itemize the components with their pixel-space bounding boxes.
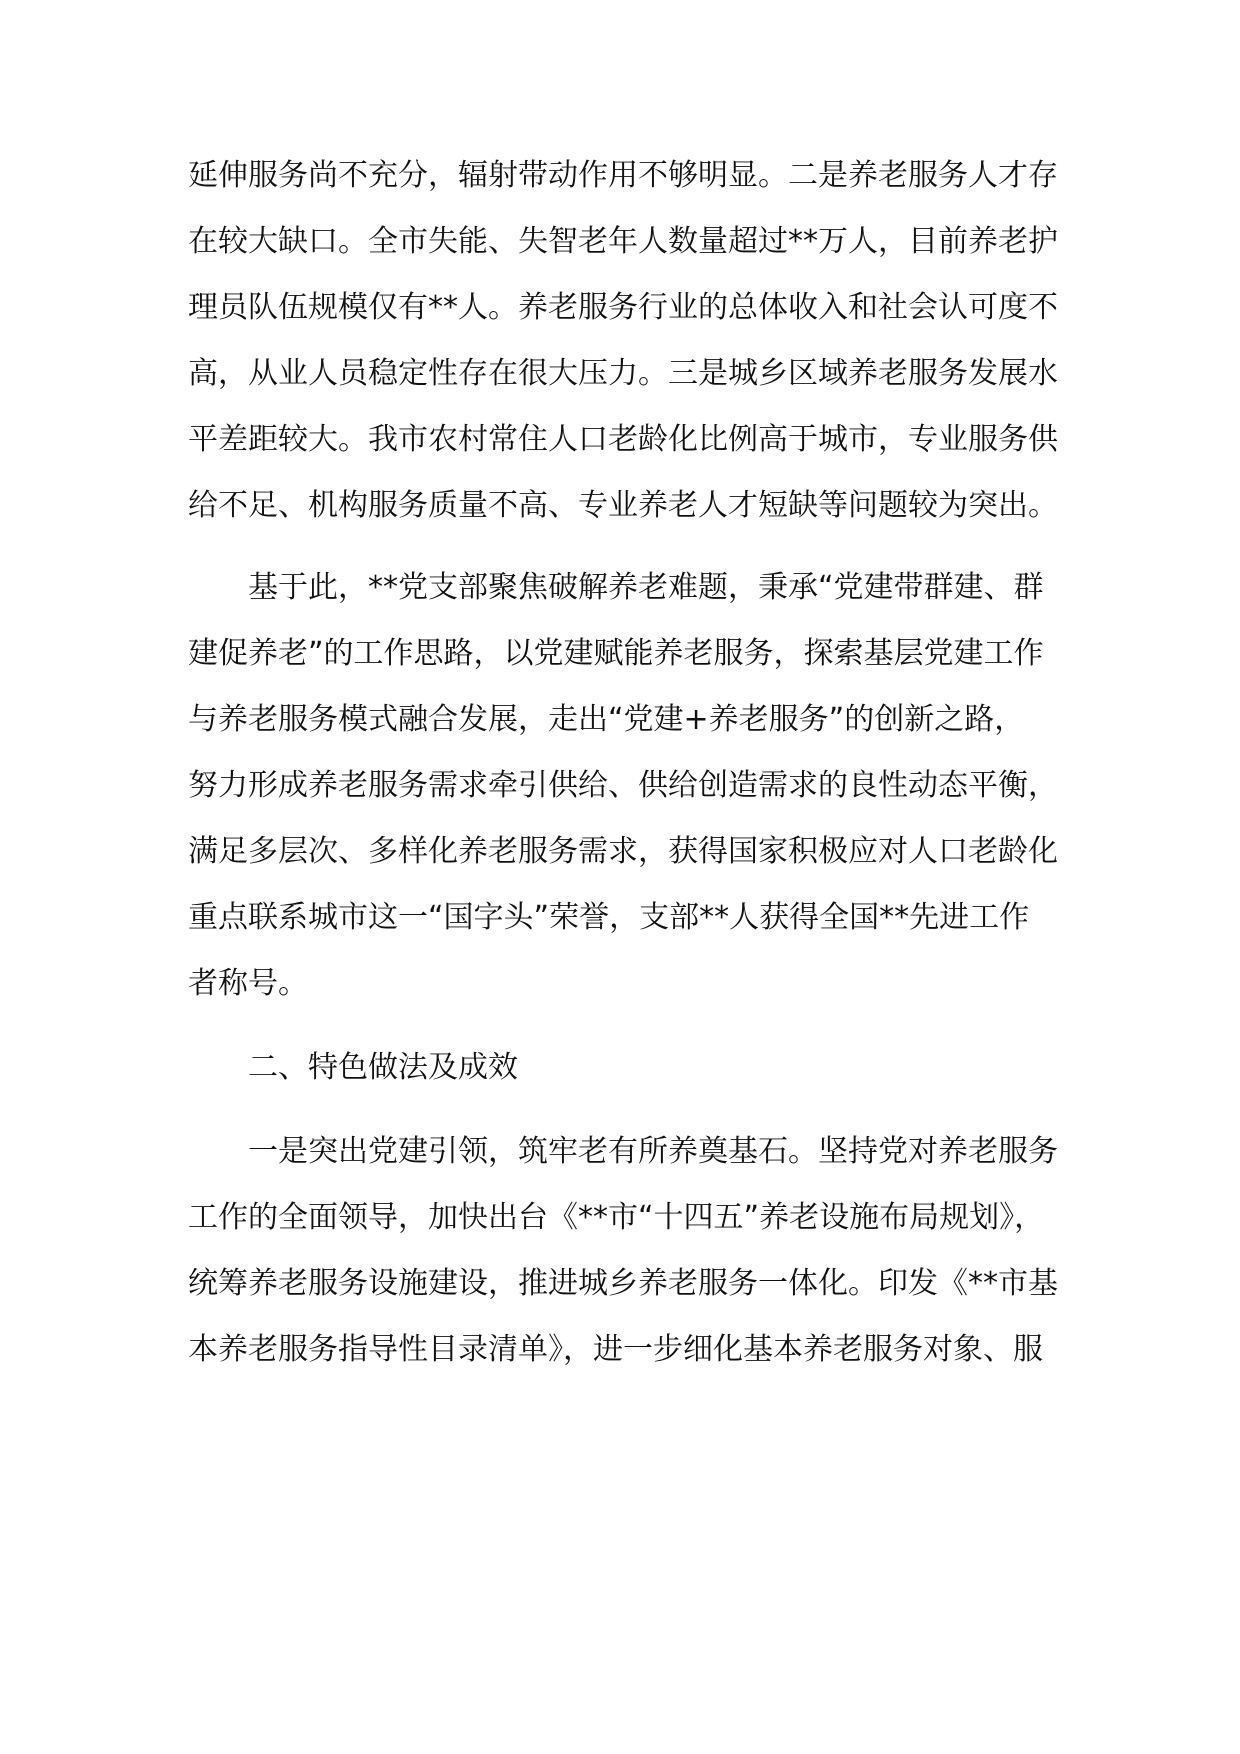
text-line: 本养老服务指导性目录清单》，进一步细化基本养老服务对象、服 xyxy=(188,1332,1043,1367)
text-line: 重点联系城市这一“国字头”荣誉，支部**人获得全国**先进工作 xyxy=(188,900,1030,935)
section-heading: 二、特色做法及成效 xyxy=(248,1050,518,1085)
text-line: 高，从业人员稳定性存在很大压力。三是城乡区域养老服务发展水 xyxy=(188,356,1058,391)
text-line: 一是突出党建引领，筑牢老有所养奠基石。坚持党对养老服务 xyxy=(248,1134,1058,1169)
text-line: 与养老服务模式融合发展，走出“党建+养老服务”的创新之路， xyxy=(188,702,1025,737)
text-line: 努力形成养老服务需求牵引供给、供给创造需求的良性动态平衡， xyxy=(188,768,1058,803)
text-line: 理员队伍规模仅有**人。养老服务行业的总体收入和社会认可度不 xyxy=(188,290,1058,325)
text-line: 平差距较大。我市农村常住人口老龄化比例高于城市，专业服务供 xyxy=(188,422,1058,457)
text-line: 者称号。 xyxy=(188,966,308,1001)
text-line: 统筹养老服务设施建设，推进城乡养老服务一体化。印发《**市基 xyxy=(188,1266,1058,1301)
text-line: 工作的全面领导，加快出台《**市“十四五”养老设施布局规划》， xyxy=(188,1200,1045,1235)
text-line: 满足多层次、多样化养老服务需求，获得国家积极应对人口老龄化 xyxy=(188,834,1058,869)
text-line: 给不足、机构服务质量不高、专业养老人才短缺等问题较为突出。 xyxy=(188,488,1058,523)
text-line: 延伸服务尚不充分，辐射带动作用不够明显。二是养老服务人才存 xyxy=(188,158,1058,193)
text-line: 基于此，**党支部聚焦破解养老难题，秉承“党建带群建、群 xyxy=(248,570,1044,605)
text-line: 在较大缺口。全市失能、失智老年人数量超过**万人，目前养老护 xyxy=(188,224,1058,259)
text-line: 建促养老”的工作思路，以党建赋能养老服务，探索基层党建工作 xyxy=(188,636,1044,671)
